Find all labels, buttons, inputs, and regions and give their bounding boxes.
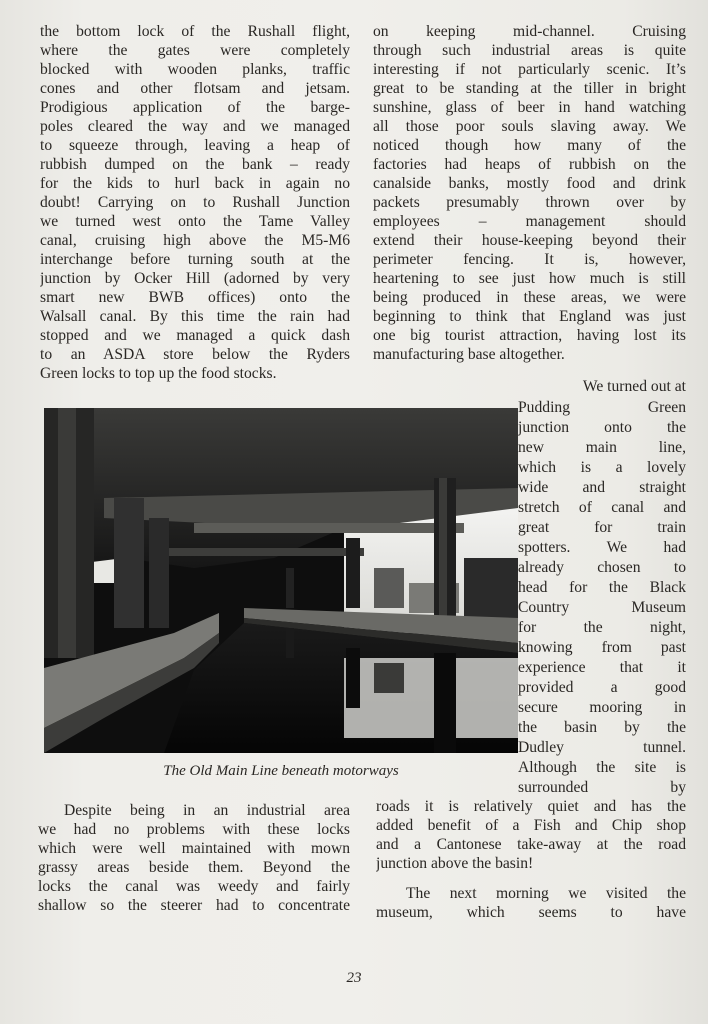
text-line: knowing from past: [518, 639, 686, 656]
text-line: experience that it: [518, 659, 686, 676]
text-line: secure mooring in: [518, 699, 686, 716]
text-line: smart new BWB offices) onto the: [40, 289, 350, 306]
text-line: grassy areas beside them. Beyond the: [38, 859, 350, 876]
text-line: new main line,: [518, 439, 686, 456]
text-line: to an ASDA store below the Ryders: [40, 346, 350, 363]
text-line: junction by Ocker Hill (adorned by very: [40, 270, 350, 287]
text-line: interesting if not particularly scenic. It’s: [373, 61, 686, 78]
text-line: We turned out at: [582, 378, 686, 395]
text-line: canalside banks, mostly food and drink: [373, 175, 686, 192]
canal-photograph: [44, 408, 518, 753]
text-line: great for train: [518, 519, 686, 536]
text-line: which were well maintained with mown: [38, 840, 350, 857]
text-line: already chosen to: [518, 559, 686, 576]
page-number: 23: [346, 970, 362, 986]
text-line: Walsall canal. By this time the rain had: [40, 308, 350, 325]
text-line: junction above the basin!: [376, 855, 534, 872]
text-line: canal, cruising high above the M5-M6: [40, 232, 350, 249]
text-line: heartening to see just how much is still: [373, 270, 686, 287]
text-line: surrounded by: [518, 779, 686, 796]
text-line: to squeeze through, leaving a heap of: [40, 137, 350, 154]
text-line: and a Cantonese take-away at the road: [376, 836, 686, 853]
text-line: one big tourist attraction, having lost its: [373, 327, 686, 344]
text-line: Pudding Green: [518, 399, 686, 416]
text-line: Dudley tunnel.: [518, 739, 686, 756]
text-line: the bottom lock of the Rushall flight,: [40, 23, 350, 40]
text-line: Despite being in an industrial area: [64, 802, 350, 819]
text-line: stretch of canal and: [518, 499, 686, 516]
text-line: spotters. We had: [518, 539, 686, 556]
text-line: roads it is relatively quiet and has the: [376, 798, 686, 815]
text-line: where the gates were completely: [40, 42, 350, 59]
text-line: The next morning we visited the: [406, 885, 686, 902]
text-line: Prodigious application of the barge-: [40, 99, 350, 116]
text-line: doubt! Carrying on to Rushall Junction: [40, 194, 350, 211]
text-line: the basin by the: [518, 719, 686, 736]
text-line: Green locks to top up the food stocks.: [40, 365, 277, 382]
text-line: noticed though how many of the: [373, 137, 686, 154]
text-line: blocked with wooden planks, traffic: [40, 61, 350, 78]
photo-caption: The Old Main Line beneath motorways: [163, 763, 399, 779]
text-line: rubbish dumped on the bank – ready: [40, 156, 350, 173]
text-line: packets presumably thrown over by: [373, 194, 686, 211]
text-line: added benefit of a Fish and Chip shop: [376, 817, 686, 834]
text-line: Although the site is: [518, 759, 686, 776]
text-line: provided a good: [518, 679, 686, 696]
text-line: through such industrial areas is quite: [373, 42, 686, 59]
text-line: great to be standing at the tiller in bright: [373, 80, 686, 97]
text-line: extend their house-keeping beyond their: [373, 232, 686, 249]
text-line: locks the canal was weedy and fairly: [38, 878, 350, 895]
text-line: for the kids to hurl back in again no: [40, 175, 350, 192]
text-line: we had no problems with these locks: [38, 821, 350, 838]
text-line: shallow so the steerer had to concentrate: [38, 897, 350, 914]
text-line: for the night,: [518, 619, 686, 636]
text-line: perimeter fencing. It is, however,: [373, 251, 686, 268]
text-line: all those poor souls slaving away. We: [373, 118, 686, 135]
text-line: stopped and we managed a quick dash: [40, 327, 350, 344]
text-line: employees – management should: [373, 213, 686, 230]
text-line: on keeping mid-channel. Cruising: [373, 23, 686, 40]
text-line: manufacturing base altogether.: [373, 346, 565, 363]
text-line: museum, which seems to have: [376, 904, 686, 921]
text-line: wide and straight: [518, 479, 686, 496]
text-line: interchange before turning south at the: [40, 251, 350, 268]
text-line: sunshine, glass of beer in hand watching: [373, 99, 686, 116]
text-line: cones and other flotsam and jetsam.: [40, 80, 350, 97]
text-line: head for the Black: [518, 579, 686, 596]
text-line: factories had heaps of rubbish on the: [373, 156, 686, 173]
text-line: poles cleared the way and we managed: [40, 118, 350, 135]
photo-image: [44, 408, 518, 753]
text-line: we turned west onto the Tame Valley: [40, 213, 350, 230]
text-line: which is a lovely: [518, 459, 686, 476]
text-line: beginning to think that England was just: [373, 308, 686, 325]
text-line: Country Museum: [518, 599, 686, 616]
text-line: junction onto the: [518, 419, 686, 436]
text-line: being produced in these areas, we were: [373, 289, 686, 306]
